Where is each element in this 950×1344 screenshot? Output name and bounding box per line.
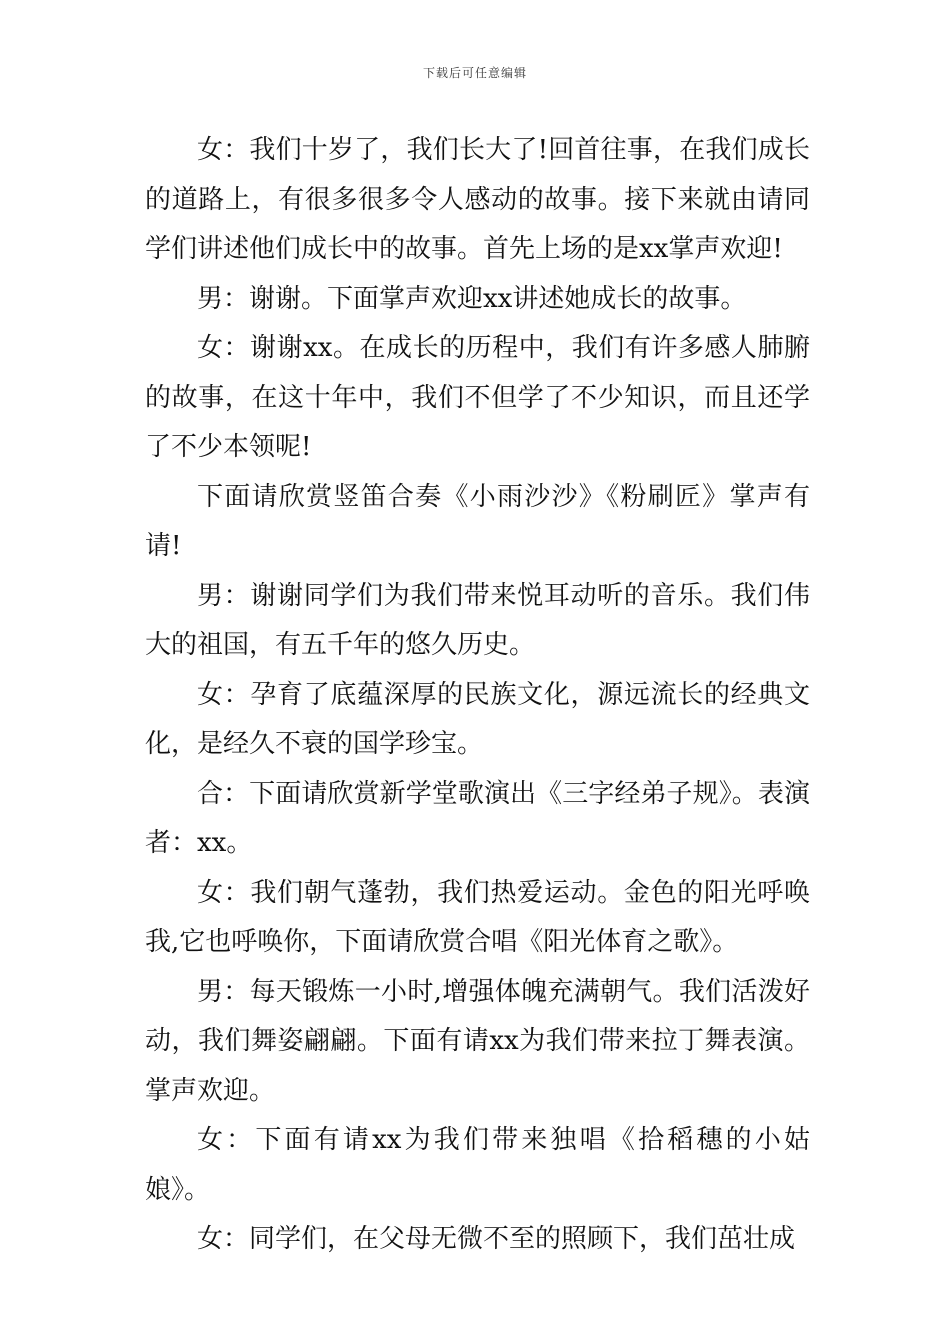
paragraph: 女：我们朝气蓬勃，我们热爱运动。金色的阳光呼唤我,它也呼唤你，下面请欣赏合唱《阳光体育之歌》。 [145,877,810,957]
paragraph: 男：谢谢。下面掌声欢迎xx讲述她成长的故事。 [197,283,747,314]
paragraph: 合：下面请欣赏新学堂歌演出《三字经弟子规》。表演者：xx。 [145,778,810,858]
paragraph: 女：谢谢xx。在成长的历程中，我们有许多感人肺腑的故事，在这十年中，我们不但学了不少知识，而且还学了不少本领呢! [145,333,810,462]
paragraph: 女：同学们，在父母无微不至的照顾下，我们茁壮成 [197,1224,796,1254]
document-body [145,126,810,1265]
paragraph: 下面请欣赏竖笛合奏《小雨沙沙》《粉刷匠》掌声有请! [145,481,810,561]
paragraph: 男：每天锻炼一小时,增强体魄充满朝气。我们活泼好动，我们舞姿翩翩。下面有请xx为我们带来拉丁舞表演。掌声欢迎。 [145,976,810,1106]
header-note: 下载后可任意编辑 [422,66,527,80]
paragraph: 女：下面有请xx为我们带来独唱《拾稻穗的小姑娘》。 [145,1125,810,1205]
paragraph: 女：孕育了底蕴深厚的民族文化，源远流长的经典文化，是经久不衰的国学珍宝。 [145,679,810,759]
paragraph: 女：我们十岁了，我们长大了!回首往事，在我们成长的道路上，有很多很多令人感动的故事。接下来就由请同学们讲述他们成长中的故事。首先上场的是xx掌声欢迎! [145,135,810,264]
paragraph: 男：谢谢同学们为我们带来悦耳动听的音乐。我们伟大的祖国，有五千年的悠久历史。 [145,580,810,660]
